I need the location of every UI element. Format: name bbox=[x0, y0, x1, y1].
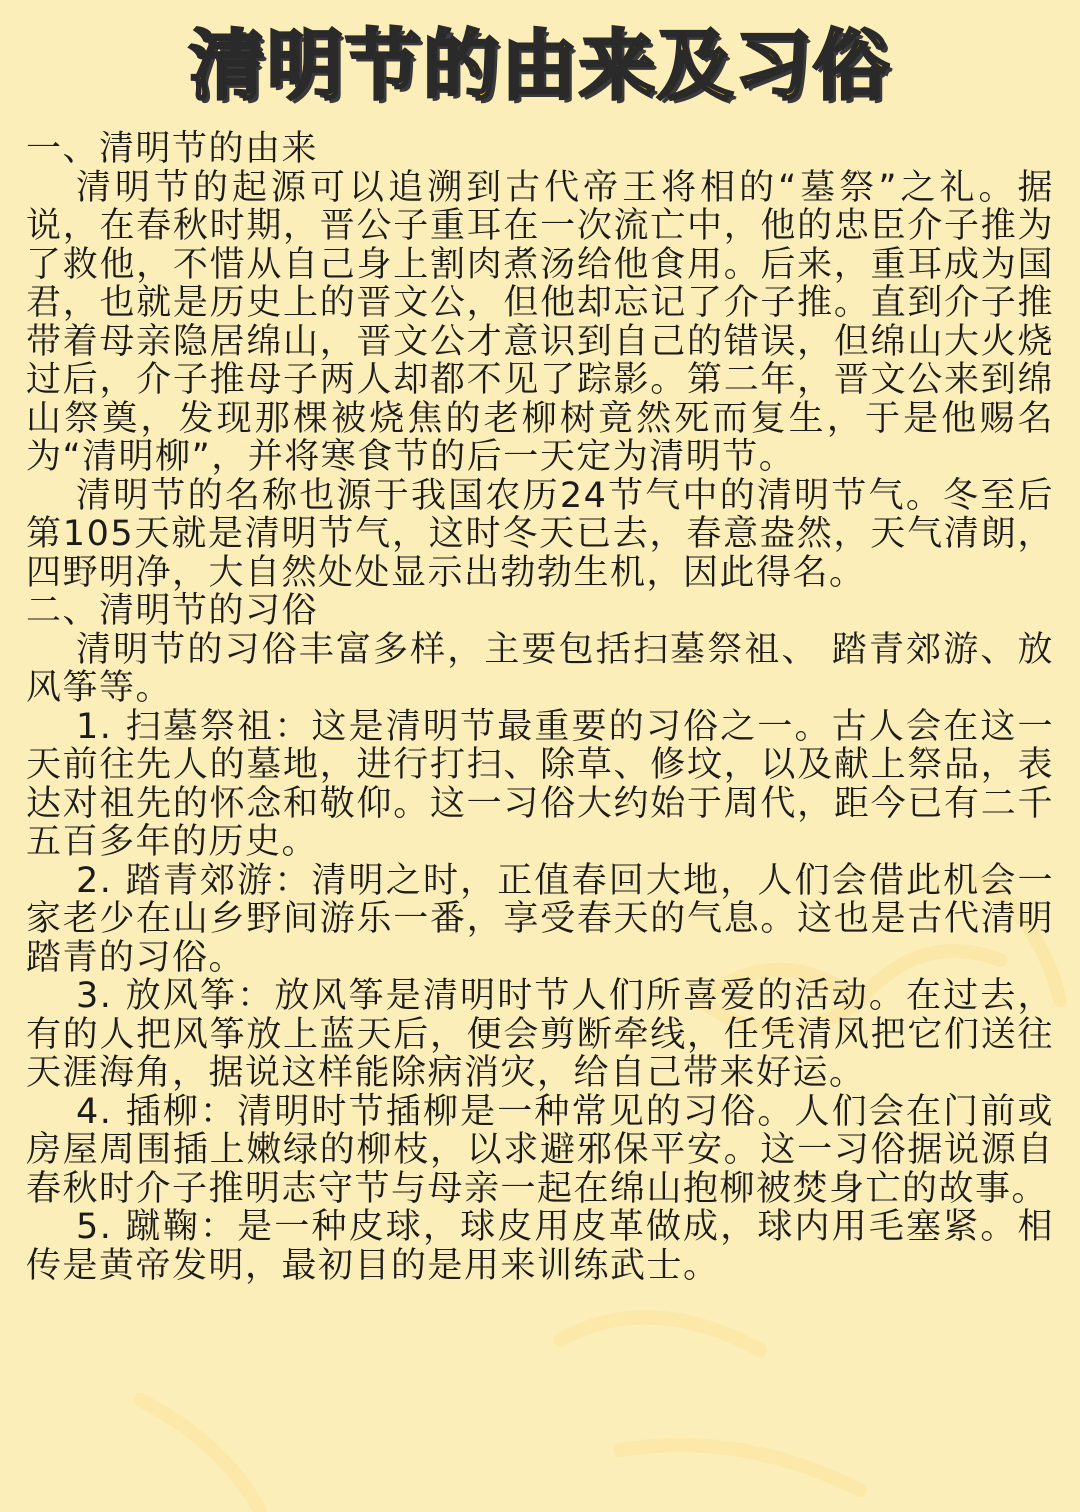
section-heading-origin: 一、清明节的由来 bbox=[26, 129, 319, 169]
article-body bbox=[26, 130, 1054, 1285]
custom-item-cuju: 5. 蹴鞠：是一种皮球，球皮用皮革做成，球内用毛塞紧。相传是黄帝发明，最初目的是用来训练武士。 bbox=[26, 1207, 1054, 1286]
section-heading-customs: 二、清明节的习俗 bbox=[26, 591, 319, 631]
custom-item-kite-flying: 3. 放风筝：放风筝是清明时节人们所喜爱的活动。在过去，有的人把风筝放上蓝天后，便会剪断牵线，任凭清风把它们送往天涯海角，据说这样能除病消灾，给自己带来好运。 bbox=[26, 976, 1054, 1093]
page-title: 清明节的由来及习俗 bbox=[189, 21, 891, 110]
custom-item-spring-outing: 2. 踏青郊游：清明之时，正值春回大地，人们会借此机会一家老少在山乡野间游乐一番，享受春天的气息。这也是古代清明踏青的习俗。 bbox=[26, 860, 1054, 978]
paragraph-customs-intro: 清明节的习俗丰富多样，主要包括扫墓祭祖、 踏青郊游、放风筝等。 bbox=[26, 629, 1054, 708]
paragraph-origin-1: 清明节的起源可以追溯到古代帝王将相的“墓祭”之礼。据说，在春秋时期，晋公子重耳在一次流亡中，他的忠臣介子推为了救他，不惜从自己身上割肉煮汤给他食用。后来，重耳成为国君，也就是历史上的晋文公，但他却忘记了介子推。直到介子推带着母亲隐居绵山，晋文公才意识到自己的错误，但绵山大火烧过后，介子推母子两人却都不见了踪影。第二年，晋文公来到绵山祭奠，发现那棵被烧焦的老柳树竟然死而复生，于是他赐名为“清明柳”，并将寒食节的后一天定为清明节。 bbox=[26, 167, 1054, 477]
custom-item-willow-planting: 4. 插柳：清明时节插柳是一种常见的习俗。人们会在门前或房屋周围插上嫩绿的柳枝，以求避邪保平安。这一习俗据说源自春秋时介子推明志守节与母亲一起在绵山抱柳被焚身亡的故事。 bbox=[26, 1091, 1054, 1209]
paragraph-origin-2: 清明节的名称也源于我国农历24节气中的清明节气。冬至后第105天就是清明节气，这时冬天已去，春意盎然，天气清朗，四野明净，大自然处处显示出勃勃生机，因此得名。 bbox=[26, 475, 1054, 593]
custom-item-tomb-sweeping: 1. 扫墓祭祖：这是清明节最重要的习俗之一。古人会在这一天前往先人的墓地，进行打扫、除草、修坟，以及献上祭品，表达对祖先的怀念和敬仰。这一习俗大约始于周代，距今已有二千五百多年的历史。 bbox=[26, 706, 1054, 862]
